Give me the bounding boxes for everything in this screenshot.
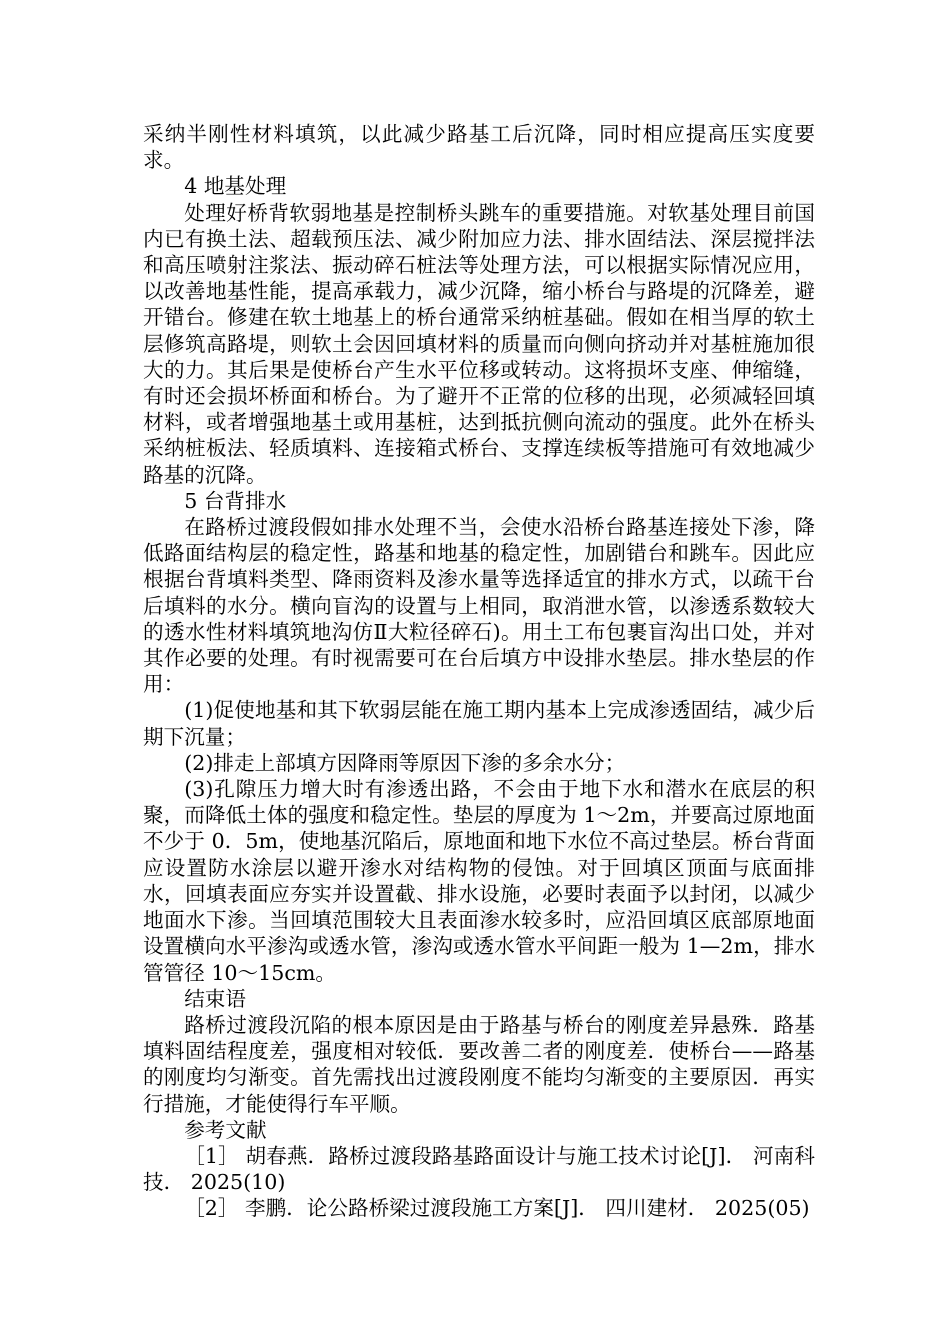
conclusion-paragraph: 路桥过渡段沉陷的根本原因是由于路基与桥台的刚度差异悬殊．路基填料固结程度差，强度相对较低．要改善二者的刚度差．使桥台——路基的刚度均匀渐变。首先需找出过渡段刚度不能均匀渐变的主要原因．再实行措施，才能使得行车平顺。 [143,1012,815,1116]
section-heading-foundation: 4 地基处理 [184,174,287,199]
drainage-item-3: (3)孔隙压力增大时有渗透出路，不会由于地下水和潜水在底层的积聚，而降低土体的强度和稳定性。垫层的厚度为 1～2m，并要高过原地面不少于 0．5m，使地基沉陷后，原地面和地下水位不高过垫层。桥台背面应设置防水涂层以避开渗水对结构物的侵蚀。对于回填区顶面与底面排水，回填表面应夯实并设置截、排水设施，必要时表面予以封闭，以减少地面水下渗。当回填范围较大且表面渗水较多时，应沿回填区底部原地面设置横向水平渗沟或透水管，渗沟或透水管水平间距一般为 1—2m，排水管管径 10～15cm。 [143,777,815,985]
drainage-item-1: (1)促使地基和其下软弱层能在施工期内基本上完成渗透固结，减少后期下沉量； [143,698,815,749]
section-heading-drainage: 5 台背排水 [184,488,287,513]
intro-paragraph: 采纳半刚性材料填筑，以此减少路基工后沉降，同时相应提高压实度要求。 [143,122,815,173]
drainage-item-2: (2)排走上部填方因降雨等原因下渗的多余水分； [184,750,626,775]
reference-item-2: ［2］ 李鹏．论公路桥梁过渡段施工方案[J]． 四川建材． 2025(05) [184,1196,810,1221]
section-heading-conclusion: 结束语 [184,986,246,1011]
document-body [143,121,815,1222]
foundation-paragraph: 处理好桥背软弱地基是控制桥头跳车的重要措施。对软基处理目前国内已有换土法、超载预压法、减少附加应力法、排水固结法、深层搅拌法和高压喷射注浆法、振动碎石桩法等处理方法，可以根据实际情况应用，以改善地基性能，提高承载力，减少沉降，缩小桥台与路堤的沉降差，避开错台。修建在软土地基上的桥台通常采纳桩基础。假如在相当厚的软土层修筑高路堤，则软土会因回填材料的质量而向侧向挤动并对基桩施加很大的力。其后果是使桥台产生水平位移或转动。这将损坏支座、伸缩缝，有时还会损坏桥面和桥台。为了避开不正常的位移的出现，必须减轻回填材料，或者增强地基土或用基桩，达到抵抗侧向流动的强度。此外在桥头采纳桩板法、轻质填料、连接箱式桥台、支撑连续板等措施可有效地减少路基的沉降。 [143,200,815,487]
section-heading-references: 参考文献 [184,1117,267,1142]
reference-item-1: ［1］ 胡春燕．路桥过渡段路基路面设计与施工技术讨论[J]． 河南科技． 2025(10) [143,1143,815,1195]
drainage-paragraph: 在路桥过渡段假如排水处理不当，会使水沿桥台路基连接处下渗，降低路面结构层的稳定性，路基和地基的稳定性，加剧错台和跳车。因此应根据台背填料类型、降雨资料及渗水量等选择适宜的排水方式，以疏干台后填料的水分。横向盲沟的设置与上相同，取消泄水管，以渗透系数较大的透水性材料填筑地沟仿Ⅱ大粒径碎石)。用土工布包裹盲沟出口处，并对其作必要的处理。有时视需要可在台后填方中设排水垫层。排水垫层的作用： [143,515,815,697]
